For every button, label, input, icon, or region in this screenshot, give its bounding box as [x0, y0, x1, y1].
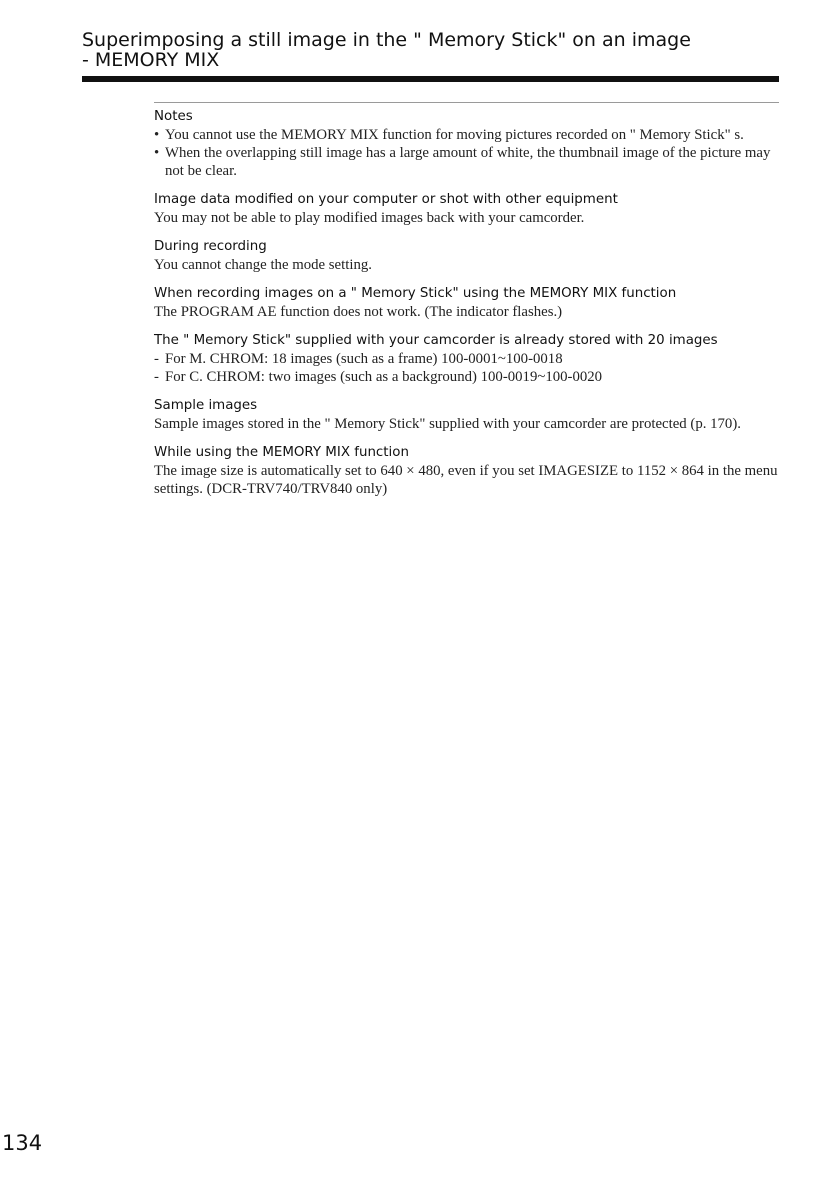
section-supplied-memory-stick [154, 332, 784, 386]
page-title-line-2: - MEMORY MIX [82, 49, 220, 71]
notes-heading: Notes [154, 109, 193, 124]
dash-glyph: - [154, 351, 159, 367]
header-rule [82, 76, 779, 82]
page-number: 134 [2, 1131, 43, 1155]
dash-list-text: For M. CHROM: 18 images (such as a frame) 100-0001~100-0018 [165, 351, 563, 367]
bullet-glyph: • [154, 145, 160, 161]
dash-list-item [154, 368, 784, 386]
section-body: The image size is automatically set to 640 × 480, even if you set IMAGESIZE to 1152 × 864 in the menu settings. (DCR-TRV740/TRV840 only) [154, 463, 778, 497]
section-body: You cannot change the mode setting. [154, 257, 372, 273]
section-heading: Sample images [154, 398, 258, 413]
notes-section [154, 108, 784, 180]
dash-list-text: For C. CHROM: two images (such as a background) 100-0019~100-0020 [165, 369, 603, 385]
page-content [154, 108, 784, 509]
notes-rule [154, 102, 779, 103]
section-heading: While using the MEMORY MIX function [154, 445, 409, 460]
page-title-line-1: Superimposing a still image in the " Memory Stick" on an image [82, 29, 691, 51]
section-using-memory-mix [154, 444, 784, 498]
section-heading: The " Memory Stick" supplied with your camcorder is already stored with 20 images [154, 333, 718, 348]
notes-bullet-item [154, 144, 784, 180]
section-heading: Image data modified on your computer or shot with other equipment [154, 192, 618, 207]
dash-list-item [154, 350, 784, 368]
section-body: Sample images stored in the " Memory Stick" supplied with your camcorder are protected (p. 170). [154, 416, 741, 432]
section-recording-memory-mix [154, 285, 784, 321]
page-header [82, 30, 782, 70]
notes-bullet-text: When the overlapping still image has a large amount of white, the thumbnail image of the picture may not be clear. [165, 145, 771, 179]
bullet-glyph: • [154, 127, 160, 143]
section-body: The PROGRAM AE function does not work. (The indicator flashes.) [154, 304, 563, 320]
notes-bullet-text: You cannot use the MEMORY MIX function for moving pictures recorded on " Memory Stick" s. [165, 127, 744, 143]
section-body: You may not be able to play modified images back with your camcorder. [154, 210, 585, 226]
section-heading: When recording images on a " Memory Stick" using the MEMORY MIX function [154, 286, 677, 301]
notes-bullet-item [154, 126, 784, 144]
section-during-recording [154, 238, 784, 274]
section-sample-images [154, 397, 784, 433]
dash-glyph: - [154, 369, 159, 385]
section-modified-image-data [154, 191, 784, 227]
section-heading: During recording [154, 239, 267, 254]
